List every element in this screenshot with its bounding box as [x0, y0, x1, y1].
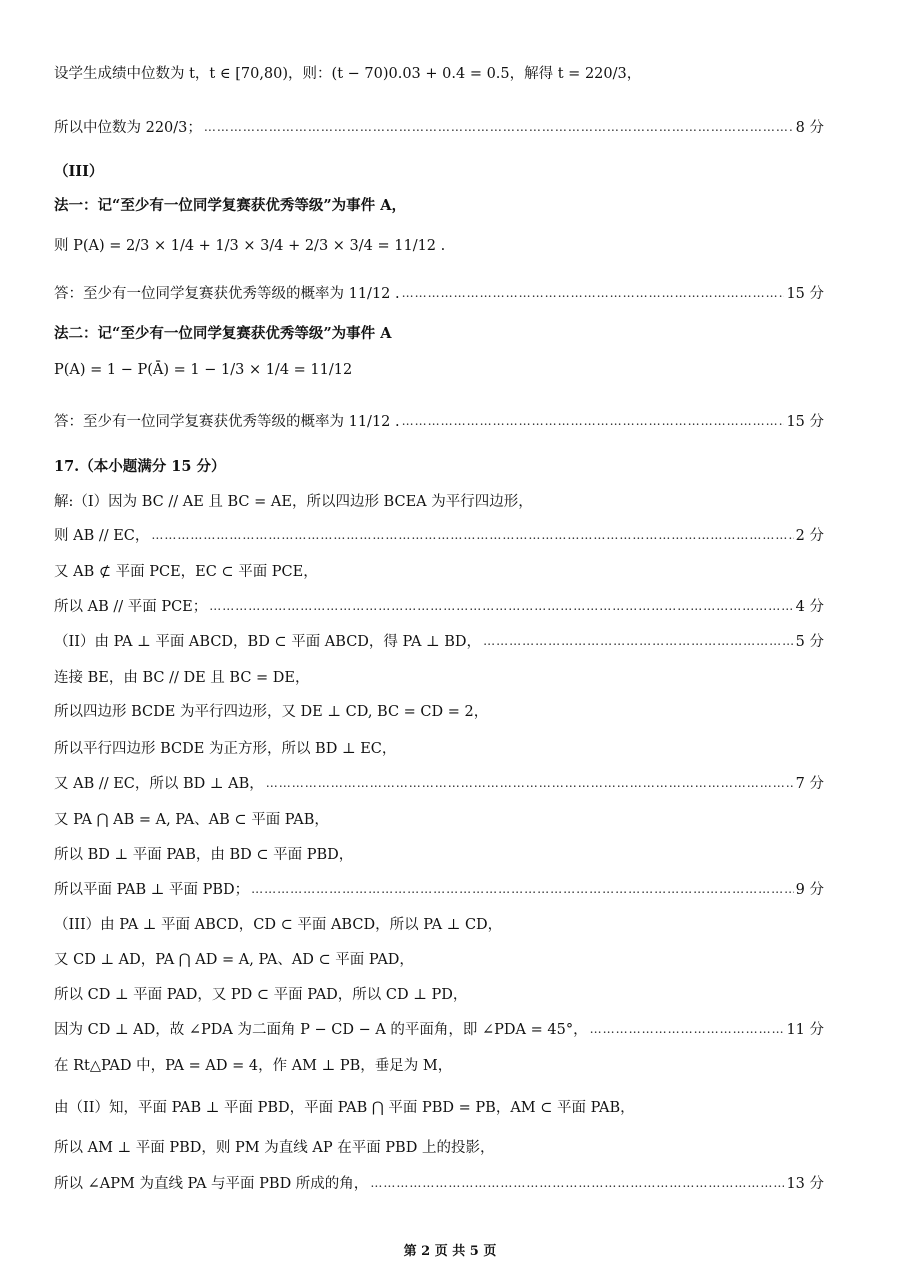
score-label: 8 分: [795, 120, 824, 136]
solution-line: [54, 983, 824, 1004]
leader-dots: [402, 414, 785, 428]
score-label: 7 分: [795, 776, 824, 792]
line-text: 设学生成绩中位数为 t，t ∈ [70,80)，则：(t − 70)0.03 + 0.4 = 0.5，解得 t = 220/3，: [54, 66, 642, 82]
line-text: 所以 ∠APM 为直线 PA 与平面 PBD 所成的角，: [54, 1176, 369, 1192]
line-text: 解:（I）因为 BC // AE 且 BC = AE，所以四边形 BCEA 为平行四边形，: [54, 494, 533, 510]
solution-line: [54, 948, 824, 969]
score-label: 5 分: [795, 634, 824, 650]
formula-line: [54, 234, 824, 255]
formula-line: [54, 362, 824, 378]
page-footer: 第 2 页 共 5 页: [403, 1244, 497, 1259]
line-text: 又 AB // EC，所以 BD ⊥ AB，: [54, 776, 264, 792]
solution-line: [54, 1054, 824, 1075]
solution-line: [54, 1136, 824, 1157]
solution-line: [54, 194, 824, 215]
solution-line: [54, 490, 824, 511]
solution-line: [54, 282, 824, 303]
line-text: 所以 AM ⊥ 平面 PBD，则 PM 为直线 AP 在平面 PBD 上的投影，: [54, 1140, 495, 1156]
score-label: 13 分: [786, 1176, 824, 1192]
leader-dots: [204, 120, 794, 134]
solution-line: [54, 1096, 824, 1117]
solution-line: [54, 1172, 824, 1193]
score-label: 11 分: [786, 1022, 824, 1038]
leader-dots: [209, 599, 793, 613]
line-text: 因为 CD ⊥ AD，故 ∠PDA 为二面角 P − CD − A 的平面角，即 ∠PDA = 45°，: [54, 1022, 588, 1038]
line-text: 所以中位数为 220/3；: [54, 120, 202, 136]
solution-line: [54, 524, 824, 545]
solution-line: [54, 772, 824, 793]
solution-line: [54, 595, 824, 616]
score-label: 4 分: [795, 599, 824, 615]
solution-line: [54, 322, 824, 343]
solution-line: [54, 62, 824, 83]
line-text: 则 P(A) = 2/3 × 1/4 + 1/3 × 3/4 + 2/3 × 3/4 = 11/12 .: [54, 238, 446, 254]
line-text: （III）由 PA ⊥ 平面 ABCD，CD ⊂ 平面 ABCD，所以 PA ⊥ CD，: [54, 917, 503, 933]
line-text: （III）: [54, 163, 104, 180]
line-text: 法二：记“至少有一位同学复赛获优秀等级”为事件 A: [54, 325, 392, 342]
solution-line: [54, 737, 824, 758]
score-label: 2 分: [795, 528, 824, 544]
line-text: 17.（本小题满分 15 分）: [54, 458, 226, 475]
leader-dots: [370, 1176, 784, 1190]
line-text: （II）由 PA ⊥ 平面 ABCD，BD ⊂ 平面 ABCD，得 PA ⊥ BD，: [54, 634, 482, 650]
score-label: 15 分: [786, 414, 824, 430]
solution-line: [54, 630, 824, 651]
leader-dots: [266, 776, 794, 790]
line-text: 又 CD ⊥ AD，PA ⋂ AD = A, PA、AD ⊂ 平面 PAD，: [54, 952, 414, 968]
solution-line: [54, 410, 824, 431]
line-text: 则 AB // EC，: [54, 528, 150, 544]
line-text: 连接 BE，由 BC // DE 且 BC = DE，: [54, 670, 310, 686]
line-text: 所以 AB // 平面 PCE；: [54, 599, 208, 615]
line-text: P(A) = 1 − P(Ā) = 1 − 1/3 × 1/4 = 11/12: [54, 362, 353, 378]
line-text: 由（II）知，平面 PAB ⊥ 平面 PBD，平面 PAB ⋂ 平面 PBD = PB，AM ⊂ 平面 PAB，: [54, 1100, 635, 1116]
line-text: 所以 BD ⊥ 平面 PAB，由 BD ⊂ 平面 PBD，: [54, 847, 354, 863]
leader-dots: [151, 528, 793, 542]
leader-dots: [402, 286, 785, 300]
line-text: 所以平面 PAB ⊥ 平面 PBD；: [54, 882, 250, 898]
line-text: 在 Rt△PAD 中，PA = AD = 4，作 AM ⊥ PB，垂足为 M，: [54, 1058, 453, 1074]
score-label: 15 分: [786, 286, 824, 302]
solution-line: [54, 560, 824, 581]
score-label: 9 分: [795, 882, 824, 898]
solution-line: [54, 1018, 824, 1039]
solution-line: [54, 116, 824, 137]
solution-line: [54, 843, 824, 864]
line-text: 所以 CD ⊥ 平面 PAD，又 PD ⊂ 平面 PAD，所以 CD ⊥ PD，: [54, 987, 468, 1003]
solution-line: [54, 913, 824, 934]
section-heading: [54, 160, 824, 181]
solution-line: [54, 666, 824, 687]
line-text: 答：至少有一位同学复赛获优秀等级的概率为 11/12 .: [54, 286, 400, 302]
line-text: 所以四边形 BCDE 为平行四边形，又 DE ⊥ CD, BC = CD = 2，: [54, 704, 489, 720]
line-text: 又 AB ⊄ 平面 PCE，EC ⊂ 平面 PCE，: [54, 564, 318, 580]
leader-dots: [483, 634, 794, 648]
solution-line: [54, 808, 824, 829]
solution-line: [54, 700, 824, 721]
line-text: 所以平行四边形 BCDE 为正方形，所以 BD ⊥ EC，: [54, 741, 397, 757]
line-text: 答：至少有一位同学复赛获优秀等级的概率为 11/12 .: [54, 414, 400, 430]
problem-heading: [54, 455, 824, 476]
leader-dots: [251, 882, 793, 896]
leader-dots: [590, 1022, 785, 1036]
line-text: 又 PA ⋂ AB = A, PA、AB ⊂ 平面 PAB，: [54, 812, 329, 828]
solution-line: [54, 878, 824, 899]
line-text: 法一：记“至少有一位同学复赛获优秀等级”为事件 A，: [54, 197, 406, 214]
